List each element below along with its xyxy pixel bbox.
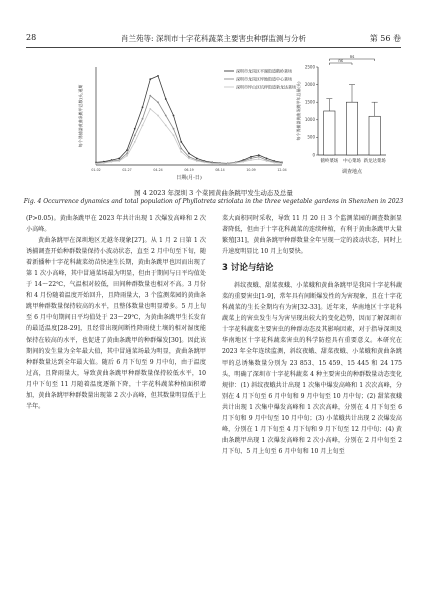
line-chart-point — [188, 158, 190, 160]
bar-chart-y-tick-label: 0 — [312, 152, 315, 158]
header-rule — [26, 47, 401, 48]
paragraph: (P>0.05)。黄曲条跳甲在 2023 年共计出现 1 次爆发高峰和 2 次小高峰。 — [26, 215, 206, 234]
bar — [346, 102, 357, 155]
line-chart-point — [180, 148, 182, 150]
page-number: 28 — [26, 33, 37, 42]
line-chart-point — [157, 115, 159, 117]
line-chart-point — [250, 159, 252, 161]
line-chart-x-axis-label: 日期(月-日) — [176, 175, 202, 181]
bar — [369, 116, 380, 155]
line-chart-point — [149, 95, 151, 97]
line-chart-point — [266, 158, 268, 160]
line-chart-point — [281, 162, 283, 164]
line-chart-point — [173, 115, 175, 117]
line-chart-point — [258, 156, 260, 158]
line-chart-point — [157, 101, 159, 103]
line-chart-point — [180, 151, 182, 153]
line-chart-point — [134, 134, 136, 136]
line-chart-point — [211, 162, 213, 164]
line-chart-point — [180, 141, 182, 143]
volume-label: 第 56 卷 — [369, 34, 401, 43]
running-title: 肖兰苑等: 深圳市十字花科蔬菜主要害虫种群监测与分析 — [121, 34, 306, 43]
significance-label: ns — [338, 58, 343, 63]
figure-caption-cn: 图 4 2023 年深圳 3 个菜园黄曲条跳甲发生动态及总量 — [134, 189, 293, 197]
paragraph: 黄曲条跳甲在深圳地区无越冬现象[27]。从 1 月 2 日第 1 次诱捕调查开始种群数量保持小波动状态，直至 2 月中旬至下旬，随着新播种十字花科蔬菜幼苗快速生长期，黄曲条跳甲也因而出现了第 1 次小高峰，其中冒通菜场最为明显，但由于期间与日平均值处于 14～22℃，气温相对较低，田间种群数量也相对不高。3 月份和 4 月份随着温度开始回升，且降雨量大，3 个监测菜园的黄曲条跳甲种群数量保持较高的水平，且整体数量也明显增多。5 月上旬至 6 月中旬期间日平均值处于 23～29℃，为黄曲条跳甲生长发育的最适温度[28-29]，且经常出现间断性降雨使土壤的相对湿度能保持在较高的水平，也促进了黄曲条跳甲的种群爆发[30]。因此该期间的发生量为全年最大值，其中冒通菜场最为明显，黄曲条跳甲种群数量达到全年最大值。随后 6 月下旬至 9 月中旬，由于温度过高，且降雨量大，导致黄曲条跳甲种群数量保持较低水平，10 月中下旬至 11 月随着温度逐渐下降，十字花科蔬菜种植面积增加，黄曲条跳甲种群数量出现第 2 次小高峰，但其数量明显低于上半年。 — [26, 237, 206, 410]
line-chart-point — [266, 160, 268, 162]
line-chart-point — [95, 163, 97, 165]
line-chart-point — [142, 106, 144, 108]
line-chart-point — [134, 141, 136, 143]
line-chart-point — [204, 161, 206, 163]
line-chart-point — [258, 158, 260, 160]
bar — [324, 111, 335, 155]
line-chart-point — [157, 75, 159, 77]
figure-caption-en: Fig. 4 Occurrence dynamics and total population of Phyllotreta striolata in the three vegetable gardens in Shenzhen in 2023 — [23, 198, 404, 205]
line-chart-point — [242, 161, 244, 163]
bar-chart-category-label: 鹤岭菜场 — [320, 159, 339, 164]
line-chart-point — [227, 163, 229, 165]
line-chart-point — [103, 162, 105, 164]
line-chart-point — [250, 158, 252, 160]
line-chart-point — [196, 160, 198, 162]
line-chart-point — [165, 125, 167, 127]
figure-4 — [26, 55, 401, 185]
line-chart-point — [196, 158, 198, 160]
legend-entry: 深圳市龙岗区坪地街道中心菜场 — [236, 76, 292, 82]
line-chart-x-tick-label: 02-27 — [122, 168, 132, 172]
paragraph: 斜纹夜蛾、甜菜夜蛾、小菜蛾和黄曲条跳甲是我国十字花科蔬菜的重要害虫[1-9]，常年具有间断爆发性的为害现象，且在十字花科蔬菜的生长全期均有为害[32-33]。近年来，华南地区十字花科蔬菜上的害虫发生与为害呈现出较大的变化趋势，因而了解深圳市十字花科蔬菜主要害虫的种群动态及其影响因素，对于指导深圳及华南地区十字花科蔬菜害虫的科学防控具有重要意义。本研究在 2023 年全年连续监测，斜纹夜蛾、甜菜夜蛾、小菜蛾和黄曲条跳甲的总诱集数量分别为 23 853、15 459、15 445 和 24 175 头，明确了深圳市十字花科蔬菜 4 种主要害虫的种群数量动态变化规律：(1) 斜纹夜蛾共计出现 1 次集中爆发高峰和 1 次次高峰，分别在 4 月下旬至 6 月中旬和 9 月中旬至 10 月中旬；(2) 甜菜夜蛾共计出现 1 次集中爆发高峰和 1 次次高峰，分别在 4 月下旬至 6 月下旬和 9 月中旬至 10 月中旬；(3) 小菜蛾共计出现 2 次爆发高峰，分别在 1 月下旬至 4 月下旬和 9 月下旬至 12 月中旬；(4) 黄曲条跳甲出现 1 次爆发高峰和 2 次小高峰，分别在 2 月中旬至 2 月下旬、5 月上旬至 6 月中旬和 10 月上旬至 — [222, 282, 402, 455]
line-chart-point — [165, 98, 167, 100]
line-chart-point — [149, 78, 151, 80]
bar-chart-y-axis-label: 每个诱捕器黄曲条跳甲年总量(头) — [296, 81, 301, 141]
bar-chart-category-label: 新龙达菜场 — [363, 159, 386, 164]
bar-chart-category-label: 中心菜场 — [343, 159, 361, 164]
line-chart-x-tick-label: 12-04 — [277, 168, 287, 172]
bar-chart-y-tick-label: 2500 — [304, 64, 315, 70]
bar-chart-y-tick-label: 1500 — [304, 99, 315, 105]
figure-4-chart — [26, 55, 401, 185]
line-chart-point — [118, 158, 120, 160]
line-chart-point — [235, 162, 237, 164]
line-chart-x-tick-label: 10-09 — [246, 168, 256, 172]
line-chart-point — [188, 153, 190, 155]
line-chart-point — [173, 128, 175, 130]
line-chart-x-tick-label: 01-02 — [91, 168, 101, 172]
bar-chart-y-tick-label: 500 — [307, 134, 315, 140]
line-chart-x-tick-label: 08-14 — [215, 168, 225, 172]
line-chart-point — [250, 156, 252, 158]
significance-label: ns — [349, 55, 355, 59]
body-column-right — [222, 213, 402, 457]
body-column-left — [26, 213, 206, 412]
line-chart-point — [126, 155, 128, 157]
significance-bracket — [329, 63, 352, 65]
line-chart-y-axis-label: 每个诱捕器黄曲条跳甲总数(头,通期 — [78, 84, 83, 148]
line-chart-point — [273, 162, 275, 164]
line-chart-point — [126, 149, 128, 151]
section-heading: 3 讨论与结论 — [222, 263, 274, 274]
bar-chart-y-tick-label: 1000 — [304, 117, 315, 123]
line-chart-point — [111, 161, 113, 163]
line-chart-point — [219, 163, 221, 165]
line-chart-x-tick-label: 04-24 — [153, 168, 163, 172]
legend-entry: 深圳市坪山区坑梓街道新龙达菜场 — [236, 84, 296, 90]
line-chart-point — [118, 160, 120, 162]
line-chart-point — [173, 134, 175, 136]
line-chart-x-tick-label: 06-19 — [184, 168, 194, 172]
paragraph: 菜大面积同时采收，导致 11 月 20 日 3 个监测菜园的调查数据显著降低，但由于十字花科蔬菜的连续种植，有利于黄曲条跳甲大量繁殖[31]，黄曲条跳甲种群数量全年呈现一定的波动状态，同时上升速度明显比 10 月上旬要快。 — [222, 215, 402, 256]
legend-entry: 深圳市龙岗区平湖街道鹤岭菜场 — [236, 68, 292, 74]
running-header — [26, 31, 401, 45]
significance-bracket — [329, 59, 374, 61]
line-chart-point — [149, 108, 151, 110]
line-chart-point — [165, 115, 167, 117]
line-chart-point — [134, 128, 136, 130]
bar-chart-x-axis-label: 调查地点 — [341, 169, 363, 175]
line-chart-point — [258, 154, 260, 156]
bar-chart-y-tick-label: 2000 — [304, 81, 315, 87]
line-chart-point — [142, 125, 144, 127]
line-chart-point — [142, 118, 144, 120]
